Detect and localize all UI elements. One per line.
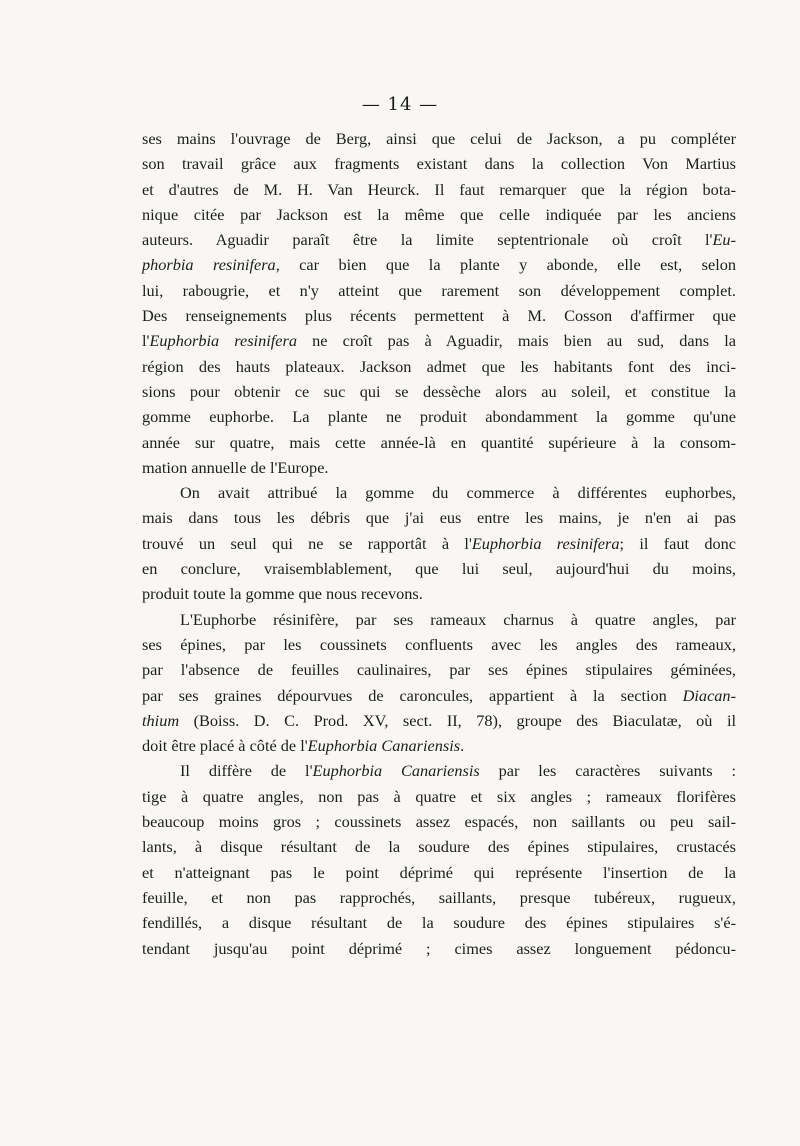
text-line <box>142 328 736 353</box>
text-segment: nique citée par Jackson est la même que celle indiquée par les anciens <box>142 204 736 224</box>
text-segment: en conclure, vraisemblablement, que lui seul, aujourd'hui du moins, <box>142 559 736 579</box>
text-line <box>142 708 736 733</box>
text-segment: son travail grâce aux fragments existant dans la collection Von Martius <box>142 154 736 174</box>
text-line <box>142 227 736 252</box>
text-segment: , car bien que la plante y abonde, elle est, selon <box>275 255 737 275</box>
text-segment: doit être placé à côté de l' <box>142 736 308 756</box>
text-segment: fendillés, a disque résultant de la soudure des épines stipulaires s'é- <box>142 913 736 933</box>
text-segment: ; il faut donc <box>619 533 736 553</box>
text-segment: sions pour obtenir ce suc qui se dessèche alors au soleil, et constitue la <box>142 381 736 401</box>
text-segment: et n'atteignant pas le point déprimé qui représente l'insertion de la <box>142 862 736 882</box>
italic-text-segment: phorbia resinifera <box>142 255 276 275</box>
text-segment: lui, rabougrie, et n'y atteint que rarement son développement complet. <box>142 280 736 300</box>
text-segment: par les caractères suivants : <box>479 761 736 781</box>
text-line <box>142 936 736 961</box>
text-segment: région des hauts plateaux. Jackson admet que les habitants font des inci- <box>142 356 736 376</box>
text-line <box>142 505 736 530</box>
text-segment: feuille, et non pas rapprochés, saillants, presque tubéreux, rugueux, <box>142 887 736 907</box>
text-line <box>142 632 736 657</box>
text-line <box>142 126 736 151</box>
text-line <box>142 480 736 505</box>
italic-text-segment: Euphorbia Canariensis <box>307 736 461 756</box>
text-line <box>142 354 736 379</box>
text-segment: Il diffère de l' <box>180 761 313 781</box>
text-segment: On avait attribué la gomme du commerce à différentes euphorbes, <box>180 483 736 503</box>
text-segment: lants, à disque résultant de la soudure des épines stipulaires, crustacés <box>142 837 736 857</box>
text-segment: année sur quatre, mais cette année-là en quantité supérieure à la consom- <box>142 432 736 452</box>
text-line <box>142 683 736 708</box>
text-segment: L'Euphorbe résinifère, par ses rameaux charnus à quatre angles, par <box>180 609 736 629</box>
text-line <box>142 556 736 581</box>
text-segment: gomme euphorbe. La plante ne produit abondamment la gomme qu'une <box>142 407 736 427</box>
text-line <box>142 303 736 328</box>
text-segment: par l'absence de feuilles caulinaires, par ses épines stipulaires géminées, <box>142 660 736 680</box>
text-segment: . <box>460 736 465 756</box>
text-segment: et d'autres de M. H. Van Heurck. Il faut remarquer que la région bota- <box>142 179 736 199</box>
text-segment: mais dans tous les débris que j'ai eus entre les mains, je n'en ai pas <box>142 508 736 528</box>
italic-text-segment: Euphorbia Canariensis <box>312 761 480 781</box>
text-line <box>142 430 736 455</box>
italic-text-segment: Diacan- <box>682 685 736 705</box>
text-line <box>142 531 736 556</box>
text-segment: ne croît pas à Aguadir, mais bien au sud, dans la <box>296 331 736 351</box>
text-line <box>142 607 736 632</box>
text-segment: trouvé un seul qui ne se rapportât à l' <box>142 533 472 553</box>
text-line <box>142 278 736 303</box>
italic-text-segment: Euphorbia resinifera <box>471 533 620 553</box>
text-line <box>142 809 736 834</box>
text-line <box>142 151 736 176</box>
text-line <box>142 252 736 277</box>
text-line <box>142 784 736 809</box>
text-line <box>142 202 736 227</box>
text-segment: beaucoup moins gros ; coussinets assez espacés, non saillants ou peu sail- <box>142 812 736 832</box>
italic-text-segment: Euphorbia resinifera <box>149 331 297 351</box>
text-segment: (Boiss. D. C. Prod. XV, sect. II, 78), groupe des Biaculatæ, où il <box>179 710 736 730</box>
text-line <box>142 581 736 606</box>
text-line <box>142 404 736 429</box>
text-line <box>142 834 736 859</box>
text-line <box>142 379 736 404</box>
text-segment: produit toute la gomme que nous recevons. <box>142 584 423 604</box>
text-segment: auteurs. Aguadir paraît être la limite septentrionale où croît l' <box>142 230 713 250</box>
text-segment: ses épines, par les coussinets confluents avec les angles des rameaux, <box>142 634 736 654</box>
text-line <box>142 733 736 758</box>
text-segment: l' <box>142 331 150 351</box>
text-line <box>142 657 736 682</box>
text-line <box>142 455 736 480</box>
italic-text-segment: thium <box>142 710 180 730</box>
page-number: — 14 — <box>361 94 439 115</box>
text-segment: ses mains l'ouvrage de Berg, ainsi que celui de Jackson, a pu compléter <box>142 129 736 148</box>
text-segment: tendant jusqu'au point déprimé ; cimes assez longuement pédoncu- <box>142 938 736 958</box>
italic-text-segment: Eu- <box>712 230 736 250</box>
text-segment: par ses graines dépourvues de caroncules, appartient à la section <box>142 685 683 705</box>
text-line <box>142 758 736 783</box>
text-segment: tige à quatre angles, non pas à quatre et six angles ; rameaux florifères <box>142 786 736 806</box>
text-segment: Des renseignements plus récents permettent à M. Cosson d'affirmer que <box>142 306 736 326</box>
text-line <box>142 860 736 885</box>
text-line <box>142 177 736 202</box>
text-segment: mation annuelle de l'Europe. <box>142 457 329 477</box>
text-line <box>142 910 736 935</box>
text-line <box>142 885 736 910</box>
body-text <box>142 126 736 961</box>
